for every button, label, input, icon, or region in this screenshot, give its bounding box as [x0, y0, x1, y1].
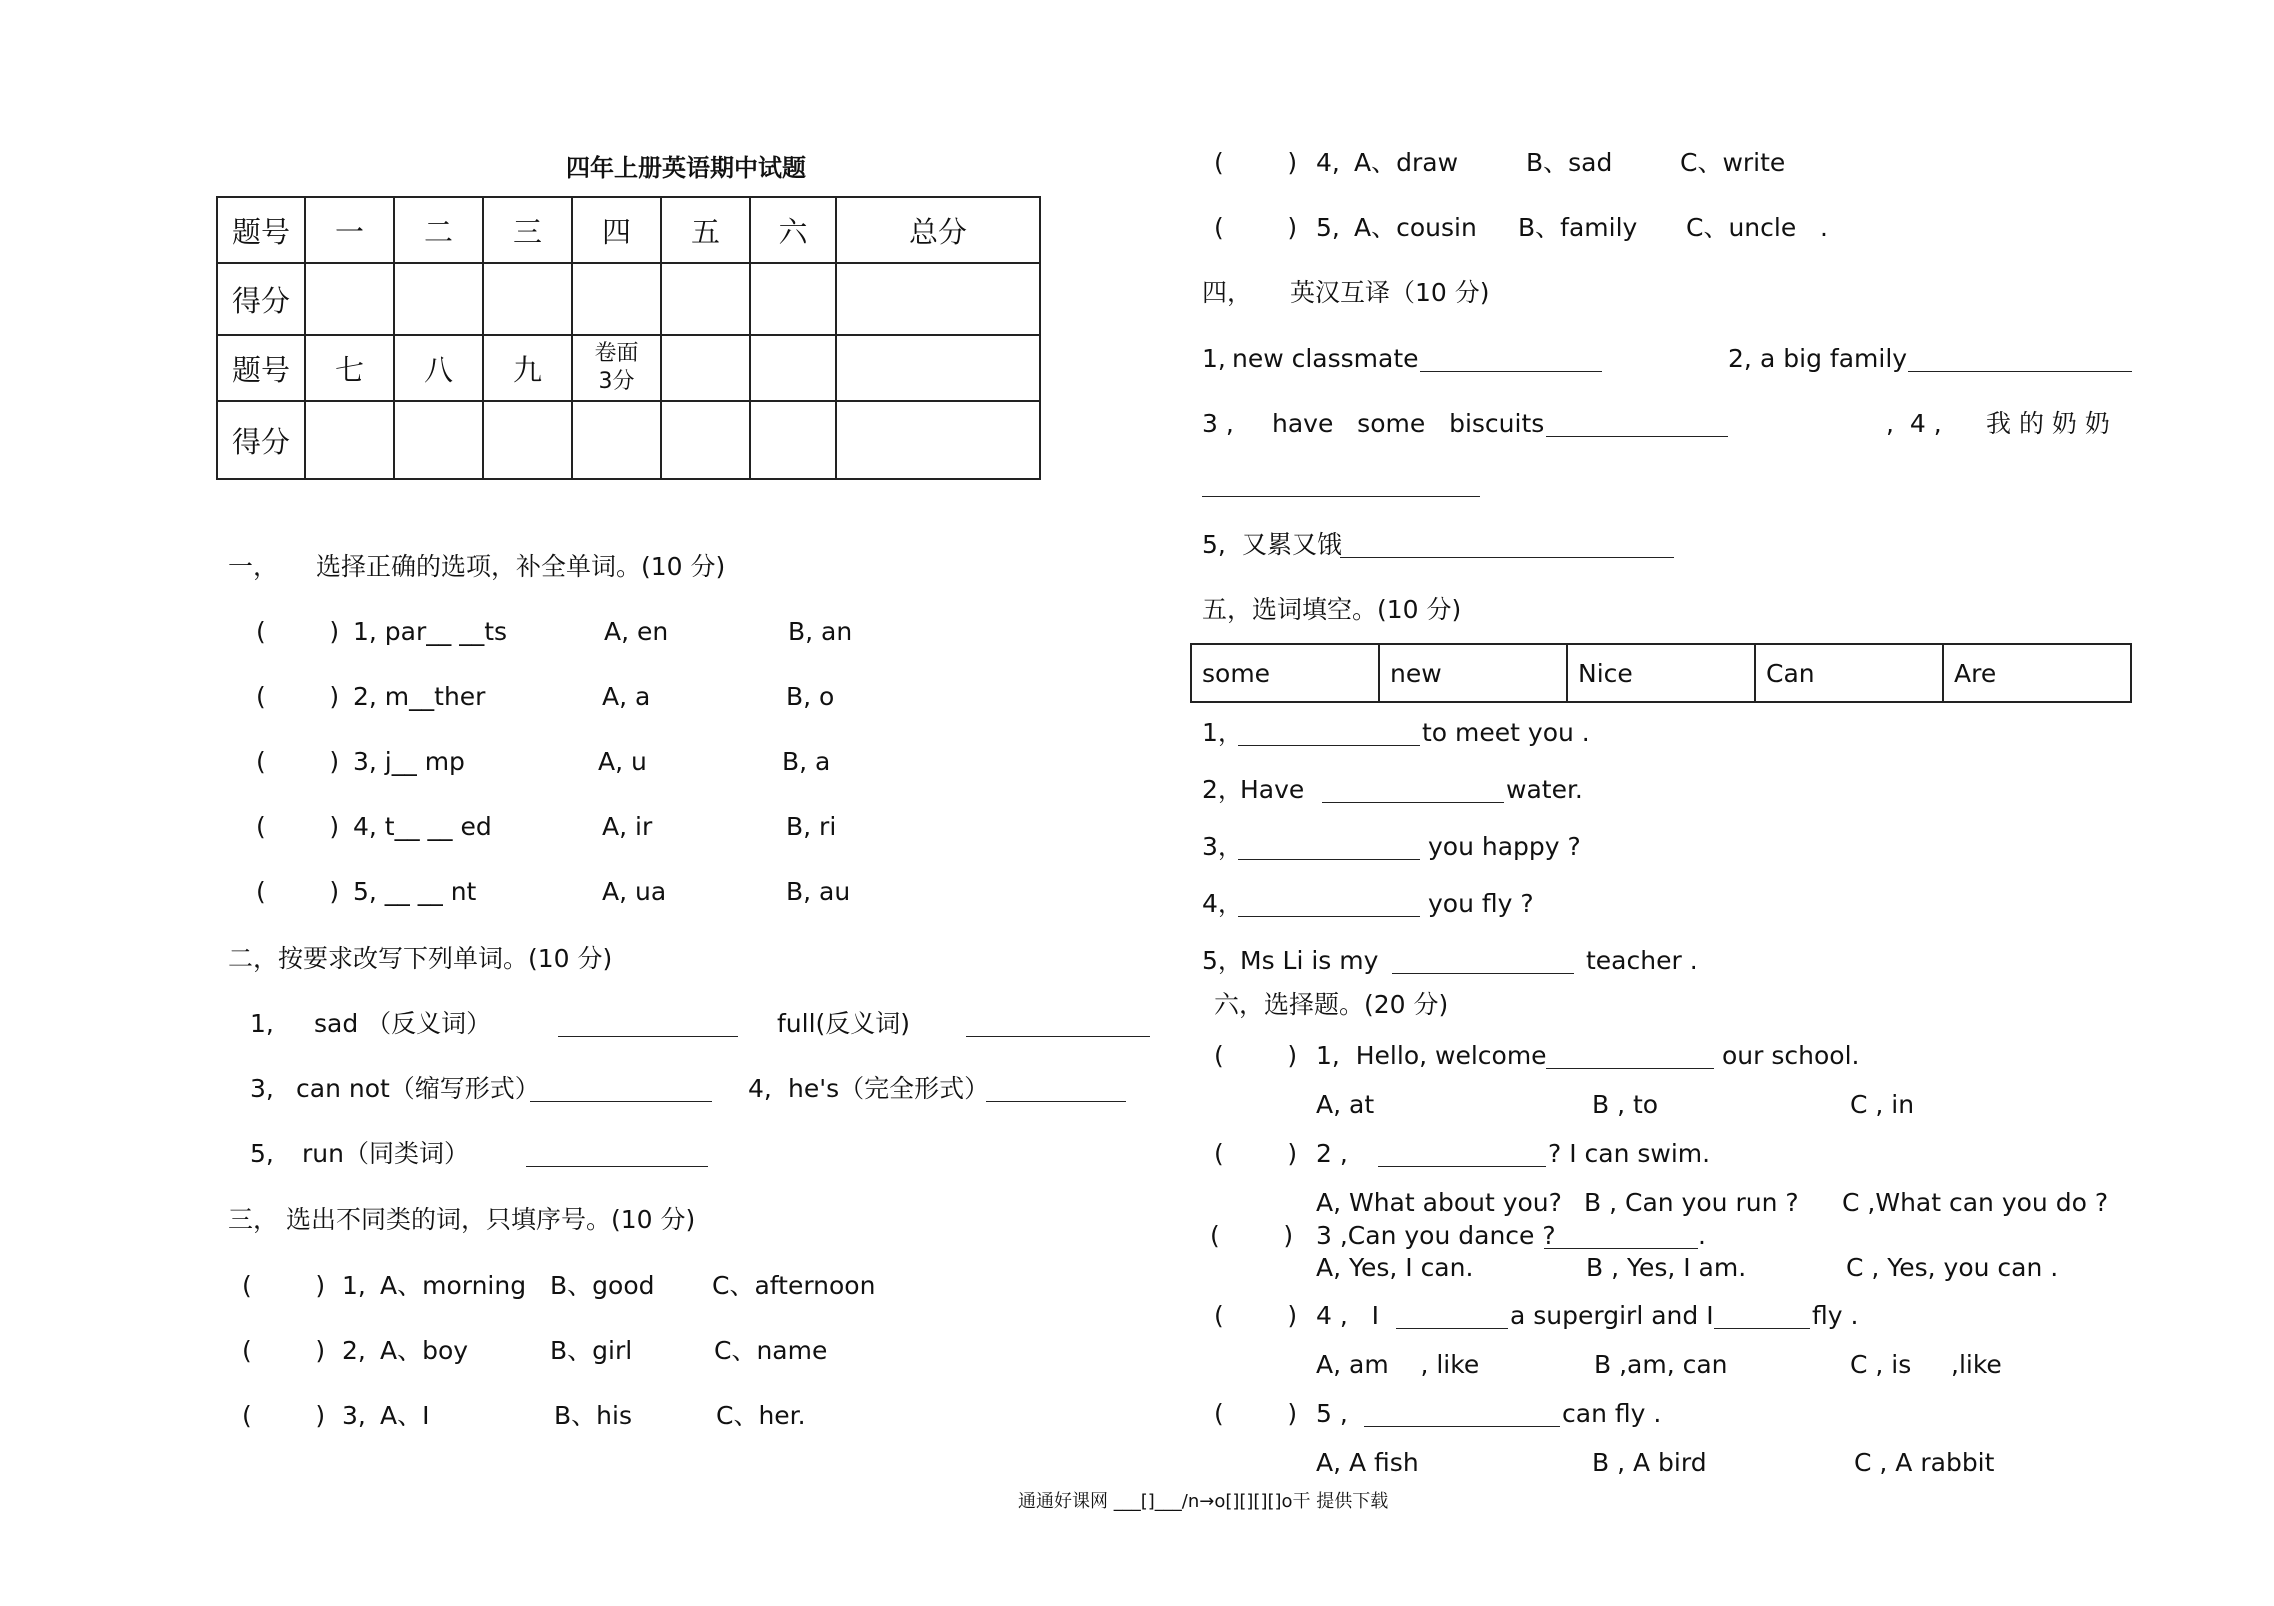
answer-blank[interactable] — [1908, 371, 2132, 372]
option-a: A、boy — [380, 1336, 469, 1365]
option-a: A, A fish — [1316, 1448, 1419, 1477]
question-text: run（同类词） — [302, 1139, 469, 1168]
option-b: B , A bird — [1592, 1448, 1707, 1477]
option-b: B, au — [786, 877, 851, 906]
score-cell: 得分 — [217, 263, 305, 335]
word-bank-item: Can — [1755, 644, 1943, 702]
answer-bracket[interactable]: ( ) — [1214, 213, 1298, 242]
option-c: C、name — [714, 1336, 828, 1365]
item-number: 2， — [1202, 775, 1243, 804]
answer-bracket[interactable]: ( ) — [242, 1336, 326, 1365]
section6-heading: 六，选择题。(20 分) — [1214, 990, 1449, 1019]
section4-number: 四， — [1202, 278, 1253, 307]
option-a: A, ua — [602, 877, 667, 906]
score-cell: 九 — [483, 335, 572, 401]
score-cell: 七 — [305, 335, 394, 401]
answer-bracket[interactable]: ( ) — [1214, 1139, 1298, 1168]
item-number: 4， — [1202, 889, 1243, 918]
sentence-middle: a supergirl and I — [1510, 1301, 1714, 1330]
score-cell: 一 — [305, 197, 394, 263]
answer-blank[interactable] — [1396, 1328, 1508, 1329]
option-a: A, en — [604, 617, 669, 646]
score-table — [216, 196, 1041, 480]
option-c: C , Yes, you can . — [1846, 1253, 2059, 1282]
score-cell: 二 — [394, 197, 483, 263]
question-text: have some biscuits — [1272, 409, 1545, 438]
page-title: 四年上册英语期中试题 — [566, 154, 806, 182]
option-a: A, am , like — [1316, 1350, 1480, 1379]
answer-blank[interactable] — [526, 1166, 708, 1167]
question-text: 2 , — [1316, 1139, 1348, 1168]
answer-bracket[interactable]: ( ) — [256, 682, 340, 711]
item-number: 4, — [1316, 148, 1340, 177]
answer-bracket[interactable]: ( ) — [1214, 1041, 1298, 1070]
section5-heading: 五，选词填空。(10 分) — [1202, 595, 1462, 624]
option-a: A, at — [1316, 1090, 1375, 1119]
answer-bracket[interactable]: ( ) — [256, 617, 340, 646]
question-text: 我 的 奶 奶 — [1986, 409, 2110, 438]
answer-blank[interactable] — [1378, 1166, 1546, 1167]
option-a: A, u — [598, 747, 647, 776]
answer-bracket[interactable]: ( ) — [256, 747, 340, 776]
sentence-tail: to meet you . — [1422, 718, 1590, 747]
sentence-tail: ? I can swim. — [1548, 1139, 1711, 1168]
question-text: 2, m__ther — [353, 682, 486, 711]
answer-bracket[interactable]: ( ) — [1210, 1221, 1294, 1250]
option-c: C、afternoon — [712, 1271, 876, 1300]
option-b: B, ri — [786, 812, 837, 841]
item-number: 3 , — [1202, 409, 1234, 438]
item-number: 1, — [250, 1009, 274, 1038]
option-b: B, an — [788, 617, 853, 646]
answer-blank[interactable] — [986, 1101, 1126, 1102]
answer-blank[interactable] — [1238, 745, 1420, 746]
question-text: he's（完全形式） — [788, 1074, 990, 1103]
answer-bracket[interactable]: ( ) — [256, 812, 340, 841]
option-c: C , is ,like — [1850, 1350, 2002, 1379]
word-bank-table — [1190, 643, 2132, 703]
score-cell: 六 — [750, 197, 836, 263]
option-c: C、write — [1680, 148, 1786, 177]
option-b: B, a — [782, 747, 831, 776]
answer-blank[interactable] — [1420, 371, 1602, 372]
answer-blank[interactable] — [1546, 436, 1728, 437]
answer-blank[interactable] — [1202, 496, 1480, 497]
score-cell: 八 — [394, 335, 483, 401]
score-cell: 卷面 3分 — [572, 335, 661, 401]
option-a: A、morning — [380, 1271, 527, 1300]
score-cell: 四 — [572, 197, 661, 263]
question-text: new classmate — [1232, 344, 1419, 373]
option-a: A、draw — [1354, 148, 1459, 177]
answer-bracket[interactable]: ( ) — [1214, 1399, 1298, 1428]
question-text: full(反义词) — [777, 1009, 911, 1038]
item-number: 5, — [1202, 530, 1226, 559]
section4-heading: 英汉互译（10 分) — [1290, 278, 1490, 307]
word-bank-item: Nice — [1567, 644, 1755, 702]
score-cell: 题号 — [217, 197, 305, 263]
sentence-tail: fly . — [1812, 1301, 1859, 1330]
answer-blank[interactable] — [1238, 916, 1420, 917]
option-c: C ,What can you do ? — [1842, 1188, 2109, 1217]
option-a: A、I — [380, 1401, 430, 1430]
question-text: can not（缩写形式） — [296, 1074, 540, 1103]
question-text: 4, t__ __ ed — [353, 812, 492, 841]
answer-bracket[interactable]: ( ) — [242, 1271, 326, 1300]
section3-heading: 三， 选出不同类的词，只填序号。(10 分) — [228, 1205, 696, 1234]
answer-blank[interactable] — [1322, 802, 1504, 803]
option-b: B , Yes, I am. — [1586, 1253, 1747, 1282]
word-bank-item: Are — [1943, 644, 2131, 702]
question-text: 4 , I — [1316, 1301, 1380, 1330]
option-b: B、girl — [550, 1336, 633, 1365]
option-b: B , to — [1592, 1090, 1659, 1119]
answer-blank[interactable] — [1364, 1426, 1560, 1427]
question-text: 3 ,Can you dance ? — [1316, 1221, 1556, 1250]
item-number: 1, — [342, 1271, 366, 1300]
sentence-tail: can fly . — [1562, 1399, 1662, 1428]
sentence-head: Have — [1240, 775, 1305, 804]
score-cell: 得分 — [217, 401, 305, 479]
item-number: 3， — [1202, 832, 1243, 861]
option-c: C , A rabbit — [1854, 1448, 1995, 1477]
item-number: 1, — [1202, 344, 1226, 373]
item-number: 1， — [1202, 718, 1243, 747]
footer-text: 通通好课网 ___[]___/n→o[][][][]o干 提供下载 — [1018, 1491, 1389, 1512]
answer-blank[interactable] — [530, 1101, 712, 1102]
answer-blank[interactable] — [1546, 1068, 1714, 1069]
answer-bracket[interactable]: ( ) — [1214, 148, 1298, 177]
answer-blank[interactable] — [558, 1036, 738, 1037]
answer-blank[interactable] — [1714, 1328, 1810, 1329]
answer-blank[interactable] — [1340, 557, 1674, 558]
option-a: A, ir — [602, 812, 653, 841]
question-text: a big family — [1760, 344, 1908, 373]
question-text: 5 , — [1316, 1399, 1348, 1428]
question-text: 1, Hello, welcome — [1316, 1041, 1547, 1070]
question-text: sad （反义词） — [314, 1009, 492, 1038]
section1-heading: 选择正确的选项，补全单词。(10 分) — [316, 552, 726, 581]
sentence-tail: . — [1698, 1221, 1706, 1250]
option-a: A, Yes, I can. — [1316, 1253, 1474, 1282]
sentence-tail: water. — [1506, 775, 1583, 804]
option-b: B、sad — [1526, 148, 1613, 177]
answer-bracket[interactable]: ( ) — [256, 877, 340, 906]
item-number: 3, — [342, 1401, 366, 1430]
score-cell: 题号 — [217, 335, 305, 401]
option-a: A、cousin — [1354, 213, 1477, 242]
item-number: 2, — [1728, 344, 1752, 373]
item-number: 3, — [250, 1074, 274, 1103]
item-number: 5, — [1316, 213, 1340, 242]
option-b: B、his — [554, 1401, 632, 1430]
question-text: 5, __ __ nt — [353, 877, 477, 906]
option-c: C , in — [1850, 1090, 1915, 1119]
option-b: B、family — [1518, 213, 1638, 242]
section2-heading: 二，按要求改写下列单词。(10 分) — [228, 944, 613, 973]
answer-blank[interactable] — [1392, 973, 1574, 974]
question-text: 1, par__ __ts — [353, 617, 508, 646]
option-b: B ,am, can — [1594, 1350, 1728, 1379]
score-cell: 总分 — [836, 197, 1040, 263]
question-text: 又累又饿 — [1242, 530, 1343, 559]
option-c: C、uncle . — [1686, 213, 1829, 242]
option-b: B, o — [786, 682, 835, 711]
answer-blank[interactable] — [966, 1036, 1150, 1037]
option-a: A, a — [602, 682, 651, 711]
section1-number: 一， — [228, 552, 279, 581]
option-c: C、her. — [716, 1401, 806, 1430]
item-number: 2, — [342, 1336, 366, 1365]
word-bank-item: some — [1191, 644, 1379, 702]
option-b: B、good — [550, 1271, 655, 1300]
answer-bracket[interactable]: ( ) — [1214, 1301, 1298, 1330]
option-a: A, What about you? — [1316, 1188, 1562, 1217]
sentence-head: Ms Li is my — [1240, 946, 1379, 975]
option-b: B , Can you run ? — [1584, 1188, 1799, 1217]
sentence-tail: our school. — [1722, 1041, 1860, 1070]
item-number: 4, — [748, 1074, 772, 1103]
answer-blank[interactable] — [1544, 1248, 1698, 1249]
score-cell: 三 — [483, 197, 572, 263]
score-cell: 五 — [661, 197, 750, 263]
answer-bracket[interactable]: ( ) — [242, 1401, 326, 1430]
item-number: 5， — [1202, 946, 1243, 975]
sentence-tail: teacher . — [1586, 946, 1698, 975]
sentence-tail: you fly ? — [1428, 889, 1534, 918]
item-number: , 4 , — [1886, 409, 1942, 438]
item-number: 5, — [250, 1139, 274, 1168]
answer-blank[interactable] — [1238, 859, 1420, 860]
question-text: 3, j__ mp — [353, 747, 465, 776]
sentence-tail: you happy ? — [1428, 832, 1581, 861]
word-bank-item: new — [1379, 644, 1567, 702]
